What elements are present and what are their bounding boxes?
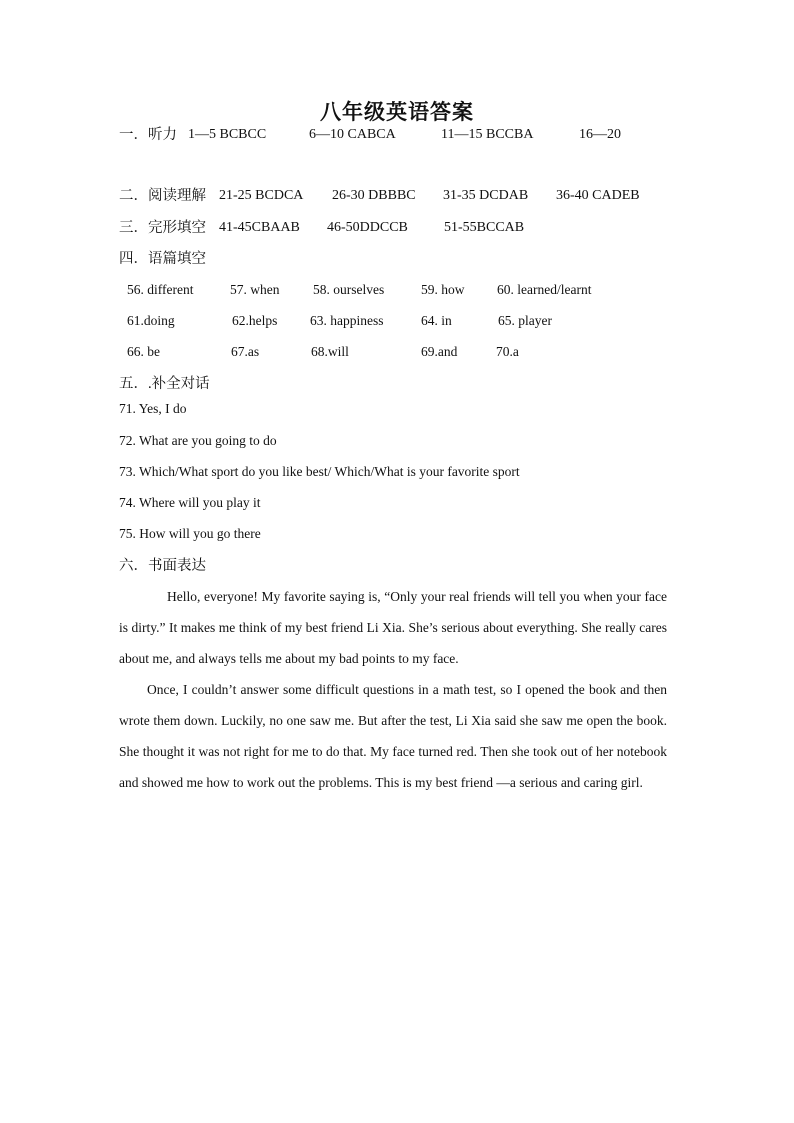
essay-paragraph: Once, I couldn’t answer some difficult questions in a math test, so I opened the book and then wrote them down. Luckily, no one saw me. But after the test, Li Xia said she saw me open the book. She thought it was not right for me to do that. My face turned red. Then she took out of her notebook and showed me how to work out the problems. This is my best friend —a serious and caring girl. [119,682,667,790]
list-item: 70.a [496,344,519,359]
list-item: 61.doing [127,313,175,328]
list-item: 60. learned/learnt [497,282,592,297]
page-title: 八年级英语答案 [320,100,474,124]
list-item: 72. What are you going to do [119,433,277,448]
list-item: 63. happiness [310,313,384,328]
list-item: 74. Where will you play it [119,495,261,510]
list-item: 57. when [230,282,280,297]
cloze-group-1: 41-45CBAAB [219,220,300,235]
list-item: 59. how [421,282,465,297]
passage-fill-row [119,313,679,331]
cloze-group-3: 51-55BCCAB [444,220,525,235]
list-item: 67.as [231,344,260,359]
list-item: 75. How will you go there [119,526,261,541]
reading-label: 二．阅读理解 [119,188,206,204]
cloze-label: 三．完形填空 [119,220,206,236]
list-item: 62.helps [232,313,278,328]
writing-label: 六．书面表达 [119,558,206,574]
listening-group-1: 1—5 BCBCC [188,127,267,142]
essay-paragraph: Hello, everyone! My favorite saying is, “Only your real friends will tell you when your face is dirty.” It makes me think of my best friend Li Xia. She’s serious about everything. She really cares about me, and always tells me about my bad points to my face. [119,589,667,666]
reading-group-3: 31-35 DCDAB [443,188,529,203]
list-item: 69.and [421,344,458,359]
list-item: 56. different [127,282,194,297]
listening-label: 一．听力 [119,127,177,143]
cloze-group-2: 46-50DDCCB [327,220,408,235]
reading-group-4: 36-40 CADEB [556,188,640,203]
passage-fill-row [119,282,679,300]
list-item: 65. player [498,313,552,328]
essay-body [119,581,667,798]
list-item: 73. Which/What sport do you like best/ Which/What is your favorite sport [119,464,520,479]
listening-group-4: 16—20 [579,127,621,142]
dialogue-label: 五．.补全对话 [119,376,210,392]
listening-group-3: 11—15 BCCBA [441,127,534,142]
list-item: 58. ourselves [313,282,385,297]
passage-fill-row [119,344,679,362]
list-item: 64. in [421,313,452,328]
list-item: 71. Yes, I do [119,401,187,416]
passage-fill-label: 四．语篇填空 [119,251,206,267]
reading-group-2: 26-30 DBBBC [332,188,416,203]
list-item: 68.will [311,344,349,359]
listening-group-2: 6—10 CABCA [309,127,396,142]
list-item: 66. be [127,344,160,359]
reading-group-1: 21-25 BCDCA [219,188,304,203]
